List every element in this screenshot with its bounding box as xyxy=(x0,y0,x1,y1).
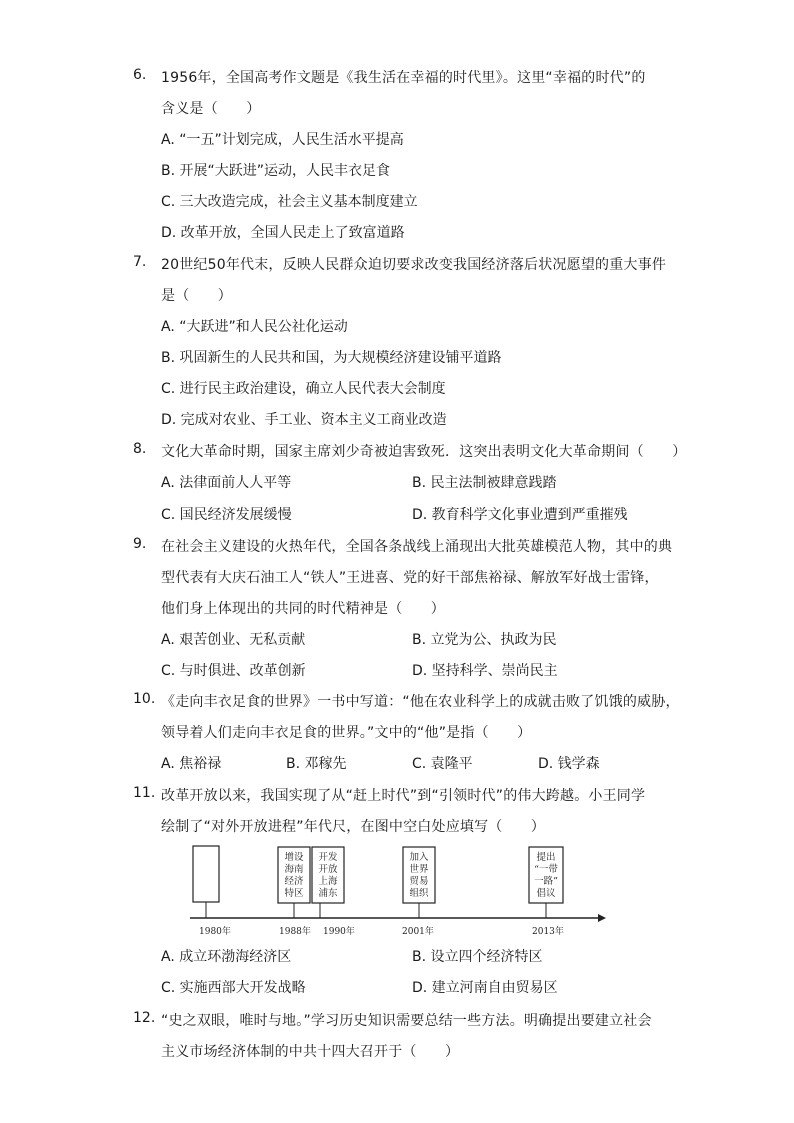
timeline-box-text: 贸易 xyxy=(409,876,429,887)
question-stem-line: 他们身上体现出的共同的时代精神是（ ） xyxy=(161,601,445,617)
timeline-box-text: 经济 xyxy=(284,876,304,887)
timeline-box-text: 特区 xyxy=(284,888,304,899)
timeline-box-text: 海南 xyxy=(284,864,304,875)
timeline-svg xyxy=(190,845,610,940)
timeline-arrow xyxy=(598,914,606,922)
question-stem-line: 型代表有大庆石油工人“铁人”王进喜、党的好干部焦裕禄、解放军好战士雷锋， xyxy=(161,570,659,586)
question-number: 7. xyxy=(133,254,147,270)
option-d[interactable]: D. 坚持科学、崇尚民主 xyxy=(412,663,558,679)
option-d[interactable]: D. 建立河南自由贸易区 xyxy=(412,980,558,996)
question-stem-line: 1956年，全国高考作文题是《我生活在幸福的时代里》。这里“幸福的时代”的 xyxy=(161,70,646,86)
question-stem-line: 在社会主义建设的火热年代，全国各条战线上涌现出大批英雄模范人物，其中的典 xyxy=(161,539,673,555)
option-c[interactable]: C. 进行民主政治建设，确立人民代表大会制度 xyxy=(161,381,446,397)
option-c[interactable]: C. 国民经济发展缓慢 xyxy=(161,507,292,523)
question-number: 11. xyxy=(133,785,156,801)
option-b[interactable]: B. 设立四个经济特区 xyxy=(412,949,543,965)
timeline-box-text: 提出 xyxy=(536,852,556,863)
opening-up-timeline xyxy=(190,845,610,940)
option-d[interactable]: D. 教育科学文化事业遭到严重摧残 xyxy=(412,507,628,523)
question-stem-line: 绘制了“对外开放进程”年代尺，在图中空白处应填写（ ） xyxy=(161,819,546,835)
option-c[interactable]: C. 袁隆平 xyxy=(412,756,473,772)
timeline-box-text: 加入 xyxy=(409,852,429,863)
timeline-box-text: 组织 xyxy=(409,888,429,899)
timeline-year: 1990年 xyxy=(323,927,355,937)
question-number: 10. xyxy=(133,691,156,707)
option-b[interactable]: B. 邓稼先 xyxy=(286,756,347,772)
timeline-year: 2001年 xyxy=(402,927,434,937)
question-stem-line: 领导着人们走向丰衣足食的世界。”文中的“他”是指（ ） xyxy=(161,725,532,741)
timeline-year: 1988年 xyxy=(279,927,311,937)
timeline-box-text: 上海 xyxy=(318,876,338,887)
timeline-year: 2013年 xyxy=(532,927,564,937)
timeline-box-text: 开发 xyxy=(318,852,338,863)
question-number: 8. xyxy=(133,441,147,457)
option-b[interactable]: B. 民主法制被肆意践踏 xyxy=(412,475,557,491)
option-d[interactable]: D. 完成对农业、手工业、资本主义工商业改造 xyxy=(161,412,447,428)
timeline-box-text: 开放 xyxy=(318,864,338,875)
question-stem-line: 文化大革命时期，国家主席刘少奇被迫害致死．这突出表明文化大革命期间（ ） xyxy=(161,444,687,460)
option-a[interactable]: A. 法律面前人人平等 xyxy=(161,475,292,491)
option-a[interactable]: A. 成立环渤海经济区 xyxy=(161,949,292,965)
option-d[interactable]: D. 钱学森 xyxy=(538,756,600,772)
timeline-box-text: 一路” xyxy=(534,876,558,887)
timeline-box-text: 倡议 xyxy=(536,888,556,899)
option-a[interactable]: A. “大跃进”和人民公社化运动 xyxy=(161,319,348,335)
question-stem-line: “史之双眼，唯时与地。”学习历史知识需要总结一些方法。明确提出要建立社会 xyxy=(161,1013,652,1029)
question-stem-line: 含义是（ ） xyxy=(161,101,261,117)
timeline-box-text: “一带 xyxy=(534,864,558,875)
question-stem-line: 《走向丰衣足食的世界》一书中写道：“他在农业科学上的成就击败了饥饿的威胁， xyxy=(161,694,680,710)
question-stem-line: 是（ ） xyxy=(161,288,232,304)
option-a[interactable]: A. “一五”计划完成，人民生活水平提高 xyxy=(161,132,404,148)
option-b[interactable]: B. 立党为公、执政为民 xyxy=(412,632,557,648)
option-c[interactable]: C. 实施西部大开发战略 xyxy=(161,980,306,996)
question-number: 12. xyxy=(133,1010,156,1026)
question-stem-line: 主义市场经济体制的中共十四大召开于（ ） xyxy=(161,1044,460,1060)
timeline-year: 1980年 xyxy=(199,927,231,937)
option-a[interactable]: A. 艰苦创业、无私贡献 xyxy=(161,632,306,648)
timeline-box-blank xyxy=(193,846,219,902)
question-stem-line: 改革开放以来，我国实现了从“赶上时代”到“引领时代”的伟大跨越。小王同学 xyxy=(161,788,646,804)
option-b[interactable]: B. 巩固新生的人民共和国，为大规模经济建设铺平道路 xyxy=(161,350,502,366)
question-number: 9. xyxy=(133,536,147,552)
timeline-box-text: 增设 xyxy=(284,852,304,863)
option-d[interactable]: D. 改革开放，全国人民走上了致富道路 xyxy=(161,225,405,241)
timeline-box-text: 世界 xyxy=(409,864,429,875)
timeline-box-text: 浦东 xyxy=(318,888,338,899)
question-stem-line: 20世纪50年代末，反映人民群众迫切要求改变我国经济落后状况愿望的重大事件 xyxy=(161,257,667,273)
option-a[interactable]: A. 焦裕禄 xyxy=(161,756,222,772)
option-c[interactable]: C. 与时俱进、改革创新 xyxy=(161,663,306,679)
option-c[interactable]: C. 三大改造完成，社会主义基本制度建立 xyxy=(161,194,418,210)
question-number: 6. xyxy=(133,67,147,83)
option-b[interactable]: B. 开展“大跃进”运动，人民丰衣足食 xyxy=(161,163,391,179)
